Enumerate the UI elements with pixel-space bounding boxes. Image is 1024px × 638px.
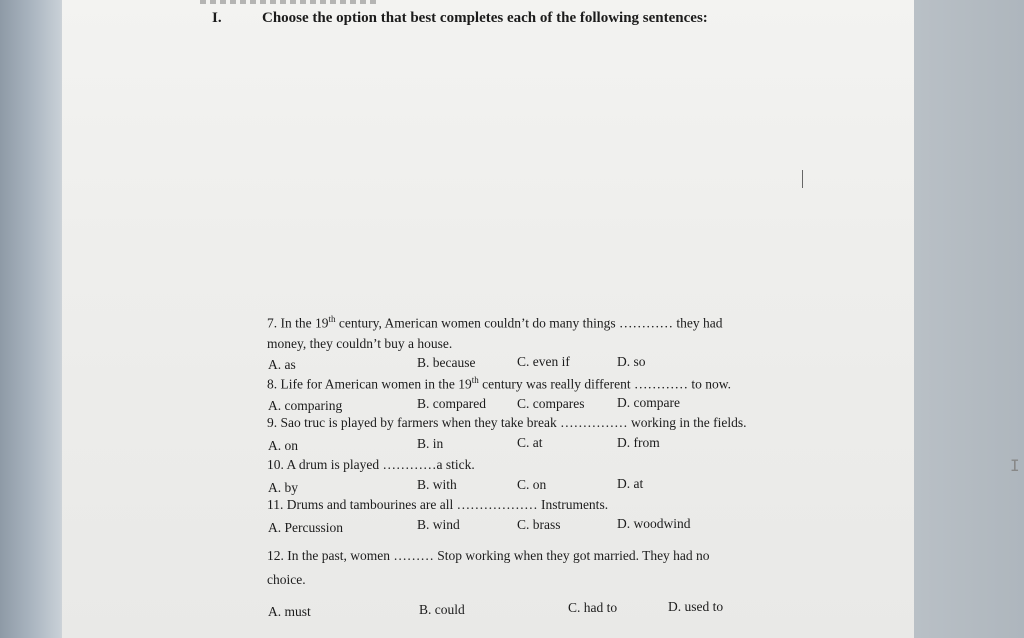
question-11-option-a[interactable]: A. Percussion: [268, 520, 343, 535]
top-text-fragment: [200, 0, 380, 4]
question-7-rest: century, American women couldn’t do many things ………… they had: [335, 315, 723, 331]
question-8-option-d[interactable]: D. compare: [617, 395, 680, 410]
question-12-line-1: 12. In the past, women ……… Stop working when they got married. They had no: [267, 548, 710, 563]
question-12-option-d[interactable]: D. used to: [668, 599, 724, 614]
question-12-option-a[interactable]: A. must: [268, 604, 311, 619]
section-number: I.: [212, 10, 222, 26]
mouse-ibeam-icon: I: [1010, 456, 1020, 475]
question-8-sup: th: [471, 375, 479, 385]
question-8-rest: century was really different ………… to now.: [478, 376, 732, 392]
question-7-option-a[interactable]: A. as: [268, 357, 296, 372]
question-10-option-c[interactable]: C. on: [517, 477, 547, 492]
question-11-option-b[interactable]: B. wind: [417, 517, 460, 532]
question-7-option-d[interactable]: D. so: [617, 354, 646, 369]
question-7-line-2: money, they couldn’t buy a house.: [267, 336, 453, 351]
question-11-option-c[interactable]: C. brass: [517, 517, 561, 532]
question-9-option-c[interactable]: C. at: [517, 435, 543, 450]
question-9-option-d[interactable]: D. from: [617, 435, 660, 450]
screen-margin: [914, 0, 1024, 638]
question-11-option-d[interactable]: D. woodwind: [617, 516, 691, 531]
question-8-line-1: [267, 375, 731, 393]
question-10-option-d[interactable]: D. at: [617, 476, 644, 491]
question-9-option-b[interactable]: B. in: [417, 436, 444, 451]
question-8-start: 8. Life for American women in the 19: [267, 376, 472, 392]
question-11-line-1: 11. Drums and tambourines are all ……………… Instruments.: [267, 497, 609, 512]
question-12-line-2: choice.: [267, 572, 306, 587]
question-7-option-b[interactable]: B. because: [417, 355, 476, 370]
question-8-option-a[interactable]: A. comparing: [268, 398, 343, 413]
text-cursor: [802, 170, 803, 188]
question-8-option-c[interactable]: C. compares: [517, 396, 585, 411]
question-10-option-a[interactable]: A. by: [268, 480, 298, 495]
question-10-option-b[interactable]: B. with: [417, 477, 457, 492]
question-8-option-b[interactable]: B. compared: [417, 396, 486, 411]
question-7-option-c[interactable]: C. even if: [517, 354, 570, 369]
section-heading: Choose the option that best completes each of the following sentences:: [262, 10, 708, 26]
question-12-option-c[interactable]: C. had to: [568, 600, 618, 615]
question-7-start: 7. In the 19: [267, 315, 329, 331]
question-9-option-a[interactable]: A. on: [268, 438, 298, 453]
question-7-line-1: [267, 314, 722, 332]
question-7-sup: th: [328, 314, 336, 324]
question-9-line-1: 9. Sao truc is played by farmers when they take break …………… working in the fields.: [267, 415, 747, 430]
question-10-line-1: 10. A drum is played …………a stick.: [267, 457, 475, 472]
question-12-option-b[interactable]: B. could: [419, 602, 465, 617]
